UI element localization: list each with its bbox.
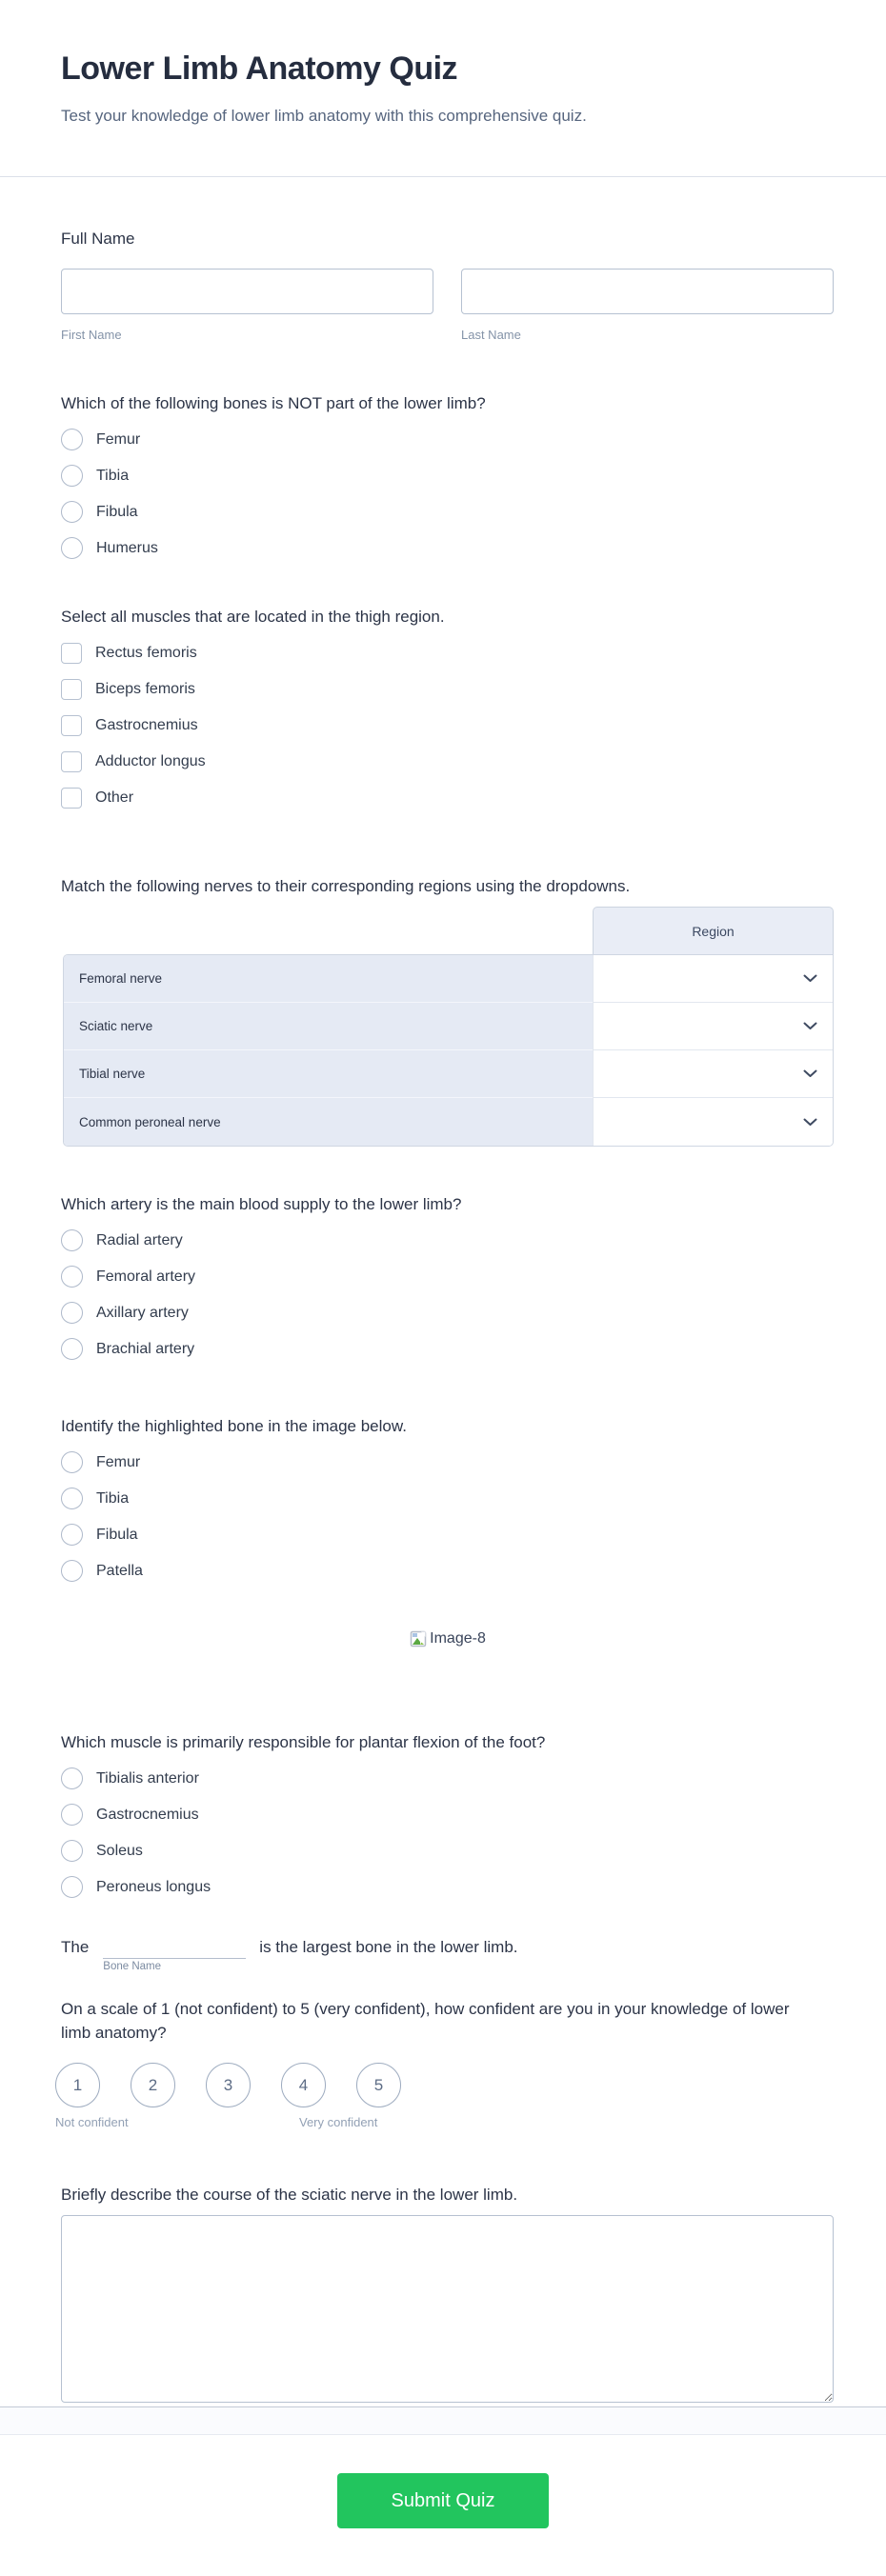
question-muscles-label: Select all muscles that are located in the thigh region. bbox=[61, 608, 445, 626]
radio-icon[interactable] bbox=[61, 1560, 83, 1582]
radio-icon[interactable] bbox=[61, 1876, 83, 1898]
checkbox-option-label: Other bbox=[95, 789, 134, 806]
radio-option-label: Soleus bbox=[96, 1843, 143, 1859]
scale-option-3[interactable] bbox=[206, 2063, 251, 2107]
question-image bbox=[61, 1628, 834, 1649]
question-muscles-options bbox=[61, 642, 834, 809]
chevron-down-icon bbox=[803, 1118, 817, 1127]
radio-option[interactable] bbox=[61, 429, 834, 450]
radio-option-label: Peroneus longus bbox=[96, 1879, 211, 1895]
radio-icon[interactable] bbox=[61, 1767, 83, 1789]
scale-option-2[interactable] bbox=[131, 2063, 175, 2107]
question-artery-label: Which artery is the main blood supply to the lower limb? bbox=[61, 1195, 462, 1213]
radio-option-label: Gastrocnemius bbox=[96, 1807, 199, 1823]
checkbox-icon[interactable] bbox=[61, 715, 82, 736]
radio-option[interactable] bbox=[61, 537, 834, 559]
matrix-row-label: Tibial nerve bbox=[64, 1050, 593, 1098]
question-scale-label: On a scale of 1 (not confident) to 5 (very confident), how confident are you in your knowledge of lower limb anatomy? bbox=[61, 2000, 790, 2042]
checkbox-option[interactable] bbox=[61, 678, 834, 700]
checkbox-option[interactable] bbox=[61, 787, 834, 809]
radio-option-label: Tibia bbox=[96, 468, 130, 484]
radio-icon[interactable] bbox=[61, 1488, 83, 1509]
scale-option-1[interactable] bbox=[55, 2063, 100, 2107]
form-body bbox=[0, 229, 886, 2403]
form-title: Lower Limb Anatomy Quiz bbox=[61, 50, 458, 87]
question-bones-label: Which of the following bones is NOT part of the lower limb? bbox=[61, 394, 486, 412]
radio-icon[interactable] bbox=[61, 1451, 83, 1473]
fill-blank-question bbox=[61, 1938, 834, 1972]
radio-icon[interactable] bbox=[61, 465, 83, 487]
bone-name-sublabel: Bone Name bbox=[103, 1961, 162, 1972]
radio-option-label: Femur bbox=[96, 1454, 141, 1470]
radio-icon[interactable] bbox=[61, 1302, 83, 1324]
first-name-sublabel: First Name bbox=[61, 328, 122, 342]
checkbox-option-label: Gastrocnemius bbox=[95, 717, 198, 733]
checkbox-option[interactable] bbox=[61, 714, 834, 736]
matrix-row bbox=[64, 1098, 833, 1146]
fullname-inputs bbox=[61, 269, 834, 314]
scale-option-4[interactable] bbox=[281, 2063, 326, 2107]
matrix-table bbox=[63, 907, 834, 1147]
radio-option[interactable] bbox=[61, 1451, 834, 1473]
scale-value: 3 bbox=[223, 2075, 233, 2094]
checkbox-icon[interactable] bbox=[61, 643, 82, 664]
matrix-row bbox=[64, 1050, 833, 1098]
matrix-header-spacer bbox=[63, 907, 593, 954]
question-bone-image-label: Identify the highlighted bone in the image below. bbox=[61, 1417, 407, 1435]
form-header bbox=[0, 0, 886, 177]
radio-icon[interactable] bbox=[61, 1804, 83, 1826]
matrix-row-label: Sciatic nerve bbox=[64, 1003, 593, 1050]
radio-option[interactable] bbox=[61, 1524, 834, 1546]
scale-sublabels bbox=[55, 2116, 834, 2129]
radio-icon[interactable] bbox=[61, 1229, 83, 1251]
matrix-row-label: Common peroneal nerve bbox=[64, 1098, 593, 1146]
question-bones-options bbox=[61, 429, 834, 559]
radio-option[interactable] bbox=[61, 1560, 834, 1582]
question-plantar-label: Which muscle is primarily responsible for plantar flexion of the foot? bbox=[61, 1733, 546, 1751]
radio-option[interactable] bbox=[61, 1840, 834, 1862]
radio-option[interactable] bbox=[61, 501, 834, 523]
scale-value: 2 bbox=[148, 2075, 158, 2094]
form-subtitle: Test your knowledge of lower limb anatomy with this comprehensive quiz. bbox=[61, 107, 587, 125]
scale-value: 4 bbox=[298, 2075, 309, 2094]
checkbox-icon[interactable] bbox=[61, 751, 82, 772]
radio-option-label: Radial artery bbox=[96, 1232, 183, 1248]
last-name-sublabel: Last Name bbox=[461, 328, 521, 342]
image-alt-text: Image-8 bbox=[430, 1630, 486, 1647]
region-select[interactable] bbox=[593, 1098, 833, 1146]
checkbox-icon[interactable] bbox=[61, 679, 82, 700]
scale-value: 1 bbox=[72, 2075, 83, 2094]
checkbox-option[interactable] bbox=[61, 750, 834, 772]
scale-right-label: Very confident bbox=[299, 2115, 378, 2129]
radio-option-label: Fibula bbox=[96, 1527, 138, 1543]
radio-option-label: Patella bbox=[96, 1563, 143, 1579]
last-name-input[interactable] bbox=[461, 269, 834, 314]
checkbox-option-label: Rectus femoris bbox=[95, 645, 197, 661]
radio-option-label: Tibialis anterior bbox=[96, 1770, 199, 1787]
radio-option[interactable] bbox=[61, 1876, 834, 1898]
matrix-row bbox=[64, 955, 833, 1003]
chevron-down-icon bbox=[803, 1069, 817, 1078]
radio-option-label: Axillary artery bbox=[96, 1305, 189, 1321]
radio-icon[interactable] bbox=[61, 429, 83, 450]
matrix-body bbox=[63, 954, 834, 1147]
bone-name-input[interactable] bbox=[103, 1938, 246, 1959]
radio-option[interactable] bbox=[61, 1302, 834, 1324]
checkbox-option-label: Biceps femoris bbox=[95, 681, 195, 697]
radio-option[interactable] bbox=[61, 1767, 834, 1789]
matrix-row-label: Femoral nerve bbox=[64, 955, 593, 1003]
radio-option-label: Tibia bbox=[96, 1490, 130, 1507]
matrix-row bbox=[64, 1003, 833, 1050]
radio-icon[interactable] bbox=[61, 501, 83, 523]
submit-area bbox=[0, 2435, 886, 2576]
radio-option-label: Fibula bbox=[96, 504, 138, 520]
fullname-sublabels bbox=[61, 329, 834, 342]
radio-icon[interactable] bbox=[61, 537, 83, 559]
broken-image-icon bbox=[409, 1629, 428, 1648]
question-plantar-options bbox=[61, 1767, 834, 1898]
fullname-label: Full Name bbox=[61, 230, 135, 248]
radio-option-label: Humerus bbox=[96, 540, 158, 556]
scale-option-5[interactable] bbox=[356, 2063, 401, 2107]
scale-value: 5 bbox=[373, 2075, 384, 2094]
checkbox-option-label: Adductor longus bbox=[95, 753, 206, 769]
question-artery-options bbox=[61, 1229, 834, 1360]
question-describe-label: Briefly describe the course of the sciatic nerve in the lower limb. bbox=[61, 2186, 518, 2204]
radio-option-label: Brachial artery bbox=[96, 1341, 195, 1357]
radio-option[interactable] bbox=[61, 1488, 834, 1509]
radio-icon[interactable] bbox=[61, 1524, 83, 1546]
fill-blank-prefix: The bbox=[61, 1938, 90, 1956]
radio-option[interactable] bbox=[61, 1338, 834, 1360]
form-footer-divider bbox=[0, 2406, 886, 2435]
submit-button[interactable]: Submit Quiz bbox=[337, 2473, 549, 2528]
scale-left-label: Not confident bbox=[55, 2115, 129, 2129]
region-select[interactable] bbox=[593, 1050, 833, 1098]
fill-blank-suffix: is the largest bone in the lower limb. bbox=[259, 1938, 518, 1956]
radio-icon[interactable] bbox=[61, 1266, 83, 1288]
radio-option-label: Femoral artery bbox=[96, 1268, 196, 1285]
first-name-input[interactable] bbox=[61, 269, 433, 314]
radio-option-label: Femur bbox=[96, 431, 141, 448]
matrix-column-header: Region bbox=[593, 907, 834, 954]
chevron-down-icon bbox=[803, 1022, 817, 1030]
radio-option[interactable] bbox=[61, 1229, 834, 1251]
scale-rating bbox=[55, 2063, 834, 2107]
matrix-header-row bbox=[63, 907, 834, 954]
radio-option[interactable] bbox=[61, 465, 834, 487]
radio-option[interactable] bbox=[61, 1804, 834, 1826]
radio-option[interactable] bbox=[61, 1266, 834, 1288]
chevron-down-icon bbox=[803, 974, 817, 983]
describe-textarea[interactable] bbox=[61, 2215, 834, 2403]
question-bone-image-options bbox=[61, 1451, 834, 1582]
checkbox-icon[interactable] bbox=[61, 788, 82, 809]
region-select[interactable] bbox=[593, 955, 833, 1003]
fill-blank-wrap bbox=[103, 1938, 246, 1972]
radio-icon[interactable] bbox=[61, 1840, 83, 1862]
question-match-label: Match the following nerves to their corresponding regions using the dropdowns. bbox=[61, 877, 631, 895]
region-select[interactable] bbox=[593, 1003, 833, 1050]
checkbox-option[interactable] bbox=[61, 642, 834, 664]
radio-icon[interactable] bbox=[61, 1338, 83, 1360]
